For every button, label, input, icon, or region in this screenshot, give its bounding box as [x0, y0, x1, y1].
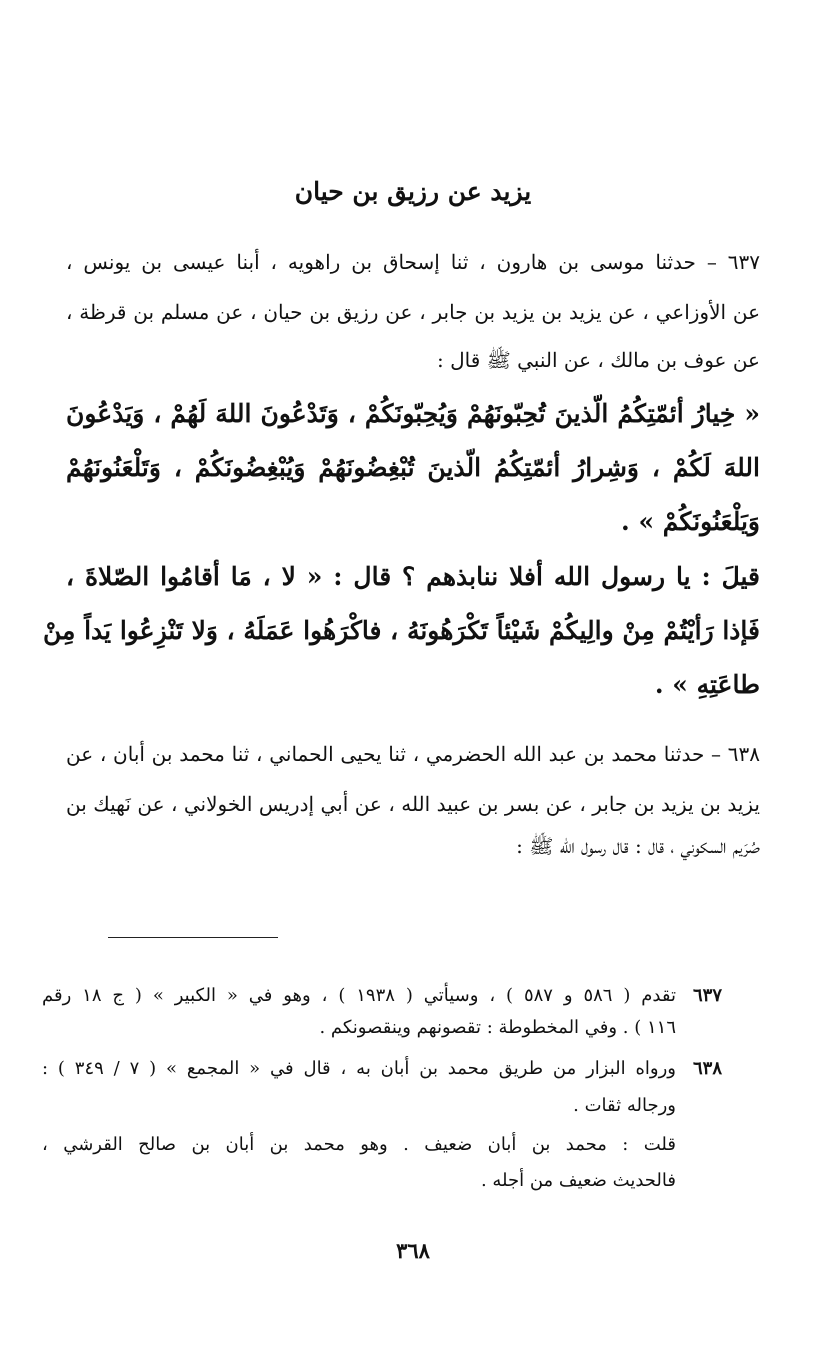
hadith-638-narration-line: يزيد بن يزيد بن جابر ، عن بسر بن عبيد الله ، عن أبي إدريس الخولاني ، عن نَهيك بن: [66, 792, 760, 816]
section-heading: يزيد عن رزيق بن حيان: [294, 177, 532, 206]
footnote-number: ٦٣٨: [692, 1058, 722, 1079]
footnote-line: ١١٦ ) . وفي المخطوطة : تقصونهم وينقصونكم .: [319, 1017, 676, 1038]
hadith-637-narration-line: ٦٣٧ – حدثنا موسى بن هارون ، ثنا إسحاق بن راهويه ، أبنا عيسى بن يونس ،: [66, 250, 760, 274]
hadith-637-text-line: اللهَ لَكُمْ ، وَشِرارُ أئمّتِكُمُ الّذينَ تُبْغِضُونَهُمْ وَيُبْغِضُونَكُمْ ، وَتَلْعَنُونَهُمْ: [66, 453, 760, 482]
hadith-637-narration-line: عن الأوزاعي ، عن يزيد بن يزيد بن جابر ، عن رزيق بن حيان ، عن مسلم بن قرظة ،: [66, 300, 760, 324]
footnote-line: تقدم ( ٥٨٦ و ٥٨٧ ) ، وسيأتي ( ١٩٣٨ ) ، وهو في « الكبير » ( ج ١٨ رقم: [42, 985, 677, 1006]
page-number: ٣٦٨: [396, 1238, 430, 1263]
footnote-separator: [108, 937, 278, 938]
footnote-comment-line: قلت : محمد بن أبان ضعيف . وهو محمد بن أبان بن صالح القرشي ،: [42, 1134, 676, 1155]
hadith-637-text-line: طاعَتِهِ » .: [654, 670, 760, 699]
hadith-638-narration-line: صُرَيم السكوني ، قال : قال رسول الله ﷺ :: [516, 834, 760, 858]
hadith-637-text-line: وَيَلْعَنُونَكُمْ » .: [621, 507, 760, 536]
hadith-637-text-line: « خِيارُ أئمّتِكُمُ الّذينَ تُحِبّونَهُمْ وَيُحِبّونَكُمْ ، وَتَدْعُونَ اللهَ لَهُمْ ، وَيَدْعُونَ: [66, 399, 761, 428]
footnote-comment-line: فالحديث ضعيف من أجله .: [480, 1170, 676, 1191]
hadith-637-narration-line: عن عوف بن مالك ، عن النبي ﷺ قال :: [436, 348, 760, 372]
hadith-637-text-line: قيلَ : يا رسول الله أفلا ننابذهم ؟ قال : « لا ، مَا أقامُوا الصّلاةَ ،: [66, 562, 760, 591]
footnote-number: ٦٣٧: [692, 985, 722, 1006]
hadith-638-narration-line: ٦٣٨ – حدثنا محمد بن عبد الله الحضرمي ، ثنا يحيى الحماني ، ثنا محمد بن أبان ، عن: [66, 742, 760, 766]
hadith-637-text-line: فَإذا رَأيْتُمْ مِنْ والِيكُمْ شَيْئاً تَكْرَهُونَهُ ، فاكْرَهُوا عَمَلَهُ ، وَلا تَنْزِعُوا يَداً مِنْ: [42, 616, 760, 645]
footnote-line: ورجاله ثقات .: [573, 1095, 676, 1116]
footnote-line: ورواه البزار من طريق محمد بن أبان به ، قال في « المجمع » ( ٧ / ٣٤٩ ) :: [42, 1058, 676, 1079]
